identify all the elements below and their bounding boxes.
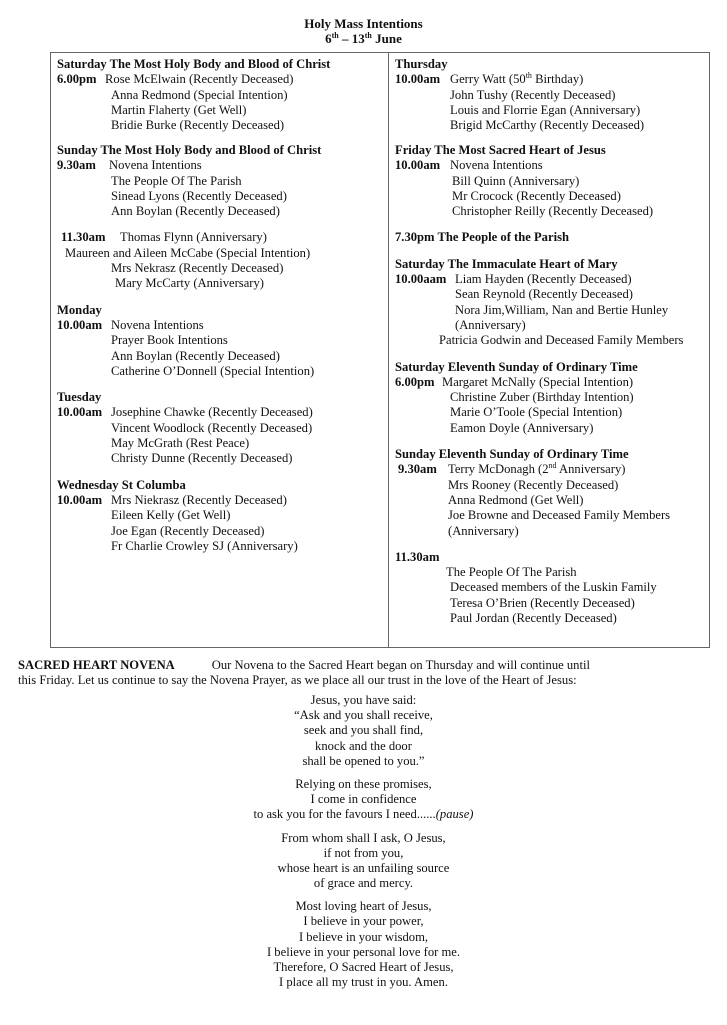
day-block-saturday-ordinary	[395, 360, 707, 436]
prayer-line: I believe in your power,	[303, 914, 424, 929]
prayer-stanza	[0, 693, 727, 769]
mass-entry: 10.00am Gerry Watt (50th Birthday)	[395, 71, 584, 87]
prayer-line: “Ask and you shall receive,	[294, 708, 433, 723]
intention: Mary McCarty (Anniversary)	[115, 276, 264, 291]
intention: Bridie Burke (Recently Deceased)	[111, 118, 285, 133]
prayer-line: From whom shall I ask, O Jesus,	[281, 830, 446, 845]
intention: Prayer Book Intentions	[111, 333, 228, 348]
novena-text: Our Novena to the Sacred Heart began on Thursday and will continue until	[211, 658, 590, 672]
prayer-line: I believe in your wisdom,	[298, 929, 429, 944]
day-heading: Saturday Eleventh Sunday of Ordinary Time	[395, 359, 638, 374]
mass-entry: 6.00pm Margaret McNally (Special Intention)	[395, 374, 634, 389]
intention: Joe Browne and Deceased Family Members	[448, 508, 671, 523]
intention: Bill Quinn (Anniversary)	[452, 173, 580, 188]
intention: Maureen and Aileen McCabe (Special Intention)	[65, 245, 311, 260]
day-heading: Monday	[57, 302, 102, 317]
intention: Teresa O’Brien (Recently Deceased)	[450, 595, 635, 610]
novena-intro	[18, 658, 718, 689]
intention: Mrs Nekrasz (Recently Deceased)	[111, 261, 284, 276]
day-heading: Wednesday St Columba	[57, 477, 186, 492]
prayer-line: Jesus, you have said:	[310, 693, 417, 707]
day-heading: Saturday The Most Holy Body and Blood of Christ	[57, 57, 331, 71]
intention: Vincent Woodlock (Recently Deceased)	[111, 420, 313, 435]
day-block-tuesday	[57, 390, 384, 466]
mass-entry: 10.00am Josephine Chawke (Recently Deceased)	[57, 405, 313, 420]
prayer-stanza	[0, 899, 727, 990]
mass-entry: 9.30am Terry McDonagh (2nd Anniversary)	[398, 461, 626, 477]
prayer-line: knock and the door	[315, 738, 412, 753]
intention: Ann Boylan (Recently Deceased)	[111, 204, 280, 219]
novena-label: SACRED HEART NOVENA	[18, 658, 175, 672]
mass-entry: 9.30am Novena Intentions	[57, 158, 202, 173]
intention: Martin Flaherty (Get Well)	[111, 102, 247, 117]
day-block-sunday	[57, 143, 384, 292]
day-block-wednesday	[57, 478, 384, 554]
right-column	[395, 57, 707, 626]
prayer-line: Therefore, O Sacred Heart of Jesus,	[273, 960, 454, 974]
novena-prayer	[0, 693, 727, 998]
intention: Fr Charlie Crowley SJ (Anniversary)	[111, 538, 298, 553]
intention: Eileen Kelly (Get Well)	[111, 508, 231, 523]
prayer-line: of grace and mercy.	[313, 876, 414, 891]
intention: The People Of The Parish	[111, 173, 242, 188]
novena-text: this Friday. Let us continue to say the Novena Prayer, as we place all our trust in the love of the Heart of Jesus:	[18, 673, 577, 688]
prayer-line: whose heart is an unfailing source	[277, 860, 450, 875]
page-title: Holy Mass Intentions	[304, 16, 423, 31]
day-heading: Sunday The Most Holy Body and Blood of Christ	[57, 142, 322, 157]
intention: Nora Jim,William, Nan and Bertie Hunley	[455, 302, 669, 317]
day-heading: Saturday The Immaculate Heart of Mary	[395, 256, 618, 271]
intention: Paul Jordan (Recently Deceased)	[450, 611, 617, 625]
intention: (Anniversary)	[455, 317, 526, 332]
day-block-monday	[57, 303, 384, 379]
prayer-line: seek and you shall find,	[303, 723, 424, 738]
prayer-stanza	[0, 831, 727, 892]
day-heading: Friday The Most Sacred Heart of Jesus	[395, 142, 606, 157]
column-divider	[388, 52, 389, 648]
day-heading: Sunday Eleventh Sunday of Ordinary Time	[395, 447, 629, 462]
day-block-saturday-immaculate	[395, 257, 707, 349]
intention: May McGrath (Rest Peace)	[111, 436, 250, 451]
intention: Sinead Lyons (Recently Deceased)	[111, 188, 287, 203]
left-column	[57, 57, 384, 554]
day-block-sunday-ordinary	[395, 447, 707, 626]
intention: John Tushy (Recently Deceased)	[450, 87, 616, 102]
intention: Christopher Reilly (Recently Deceased)	[452, 204, 654, 219]
intention: Sean Reynold (Recently Deceased)	[455, 287, 633, 302]
day-block-saturday	[57, 57, 384, 133]
prayer-line: if not from you,	[323, 845, 404, 860]
prayer-line: Most loving heart of Jesus,	[295, 899, 432, 914]
prayer-line: I believe in your personal love for me.	[266, 944, 461, 959]
intention: Eamon Doyle (Anniversary)	[450, 420, 594, 435]
prayer-line: to ask you for the favours I need......(pause)	[253, 807, 474, 822]
mass-entry: 10.00aam Liam Hayden (Recently Deceased)	[395, 272, 632, 287]
evening-mass: 7.30pm The People of the Parish	[395, 230, 569, 245]
intention: Catherine O’Donnell (Special Intention)	[111, 363, 315, 378]
intention: Joe Egan (Recently Deceased)	[111, 523, 265, 538]
mass-entry: 11.30am Thomas Flynn (Anniversary)	[61, 230, 267, 245]
prayer-line: I come in confidence	[310, 792, 417, 807]
prayer-line: I place all my trust in you. Amen.	[279, 975, 448, 990]
intention: Christine Zuber (Birthday Intention)	[450, 390, 634, 405]
intention: Ann Boylan (Recently Deceased)	[111, 348, 280, 363]
intention: (Anniversary)	[448, 523, 519, 538]
intention: The People Of The Parish	[446, 565, 577, 580]
intention: Patricia Godwin and Deceased Family Members	[439, 333, 684, 348]
prayer-stanza	[0, 777, 727, 823]
intention: Anna Redmond (Get Well)	[448, 492, 584, 507]
intention: Mrs Rooney (Recently Deceased)	[448, 477, 619, 492]
intention: Anna Redmond (Special Intention)	[111, 87, 288, 102]
prayer-line: Relying on these promises,	[295, 776, 432, 791]
date-range: 6th – 13th June	[325, 31, 402, 46]
day-block-friday	[395, 143, 707, 246]
intention: Louis and Florrie Egan (Anniversary)	[450, 102, 641, 117]
mass-entry: 10.00am Novena Intentions	[395, 158, 543, 173]
mass-entry: 6.00pm Rose McElwain (Recently Deceased)	[57, 72, 294, 87]
day-block-thursday	[395, 57, 707, 133]
intention: Mr Crocock (Recently Deceased)	[452, 188, 621, 203]
mass-entry: 10.00am Novena Intentions	[57, 317, 204, 332]
intention: Christy Dunne (Recently Deceased)	[111, 451, 293, 466]
day-heading: Thursday	[395, 57, 448, 71]
mass-entry: 10.00am Mrs Niekrasz (Recently Deceased)	[57, 492, 287, 507]
mass-time: 11.30am	[395, 549, 440, 564]
intention: Marie O’Toole (Special Intention)	[450, 405, 623, 420]
intention: Brigid McCarthy (Recently Deceased)	[450, 118, 645, 133]
intention: Deceased members of the Luskin Family	[450, 580, 657, 595]
day-heading: Tuesday	[57, 390, 102, 405]
prayer-line: shall be opened to you.”	[302, 753, 425, 768]
